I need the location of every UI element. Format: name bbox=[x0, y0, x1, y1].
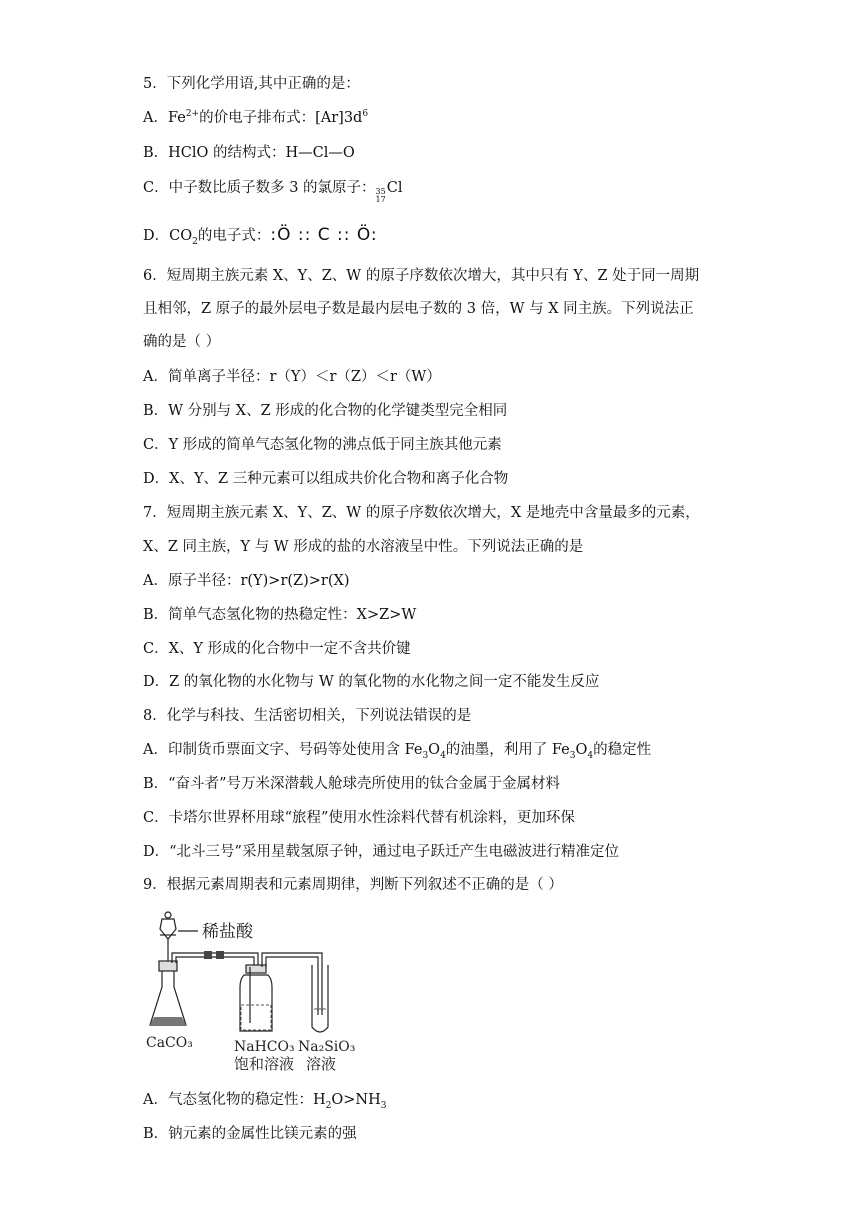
tube-label-1: Na₂SiO₃ bbox=[298, 1039, 356, 1055]
test-tube bbox=[312, 965, 328, 1032]
q7-stem-line1: 7．短周期主族元素 X、Y、Z、W 的原子序数依次增大，X 是地壳中含量最多的元素， bbox=[143, 505, 700, 521]
q8-option-c: C．卡塔尔世界杯用球“旅程”使用水性涂料代替有机涂料，更加环保 bbox=[143, 810, 575, 826]
flask-stopper bbox=[159, 961, 177, 971]
separatory-funnel bbox=[160, 919, 176, 939]
q5-option-b: B．HClO 的结构式：H—Cl—O bbox=[143, 145, 355, 161]
caco3-solid bbox=[150, 1017, 186, 1025]
q8-option-a: A．印制货币票面文字、号码等处使用含 $Fe_3O_4$的油墨，利用了 $Fe_3O_4$的稳定性 bbox=[143, 742, 652, 761]
q6-option-c: C．Y 形成的简单气态氢化物的沸点低于同主族其他元素 bbox=[143, 437, 502, 453]
bottle-label-2: 饱和溶液 bbox=[234, 1055, 295, 1073]
bottle-label-1: NaHCO₃ bbox=[234, 1039, 295, 1055]
flask-label: CaCO₃ bbox=[146, 1035, 193, 1051]
q7-option-c: C．X、Y 形成的化合物中一定不含共价键 bbox=[143, 641, 411, 657]
q5-stem: 5．下列化学用语,其中正确的是： bbox=[143, 76, 360, 92]
q9-option-b: B．钠元素的金属性比镁元素的强 bbox=[143, 1126, 357, 1142]
q7-option-a: A．原子半径：r(Y)>r(Z)>r(X) bbox=[143, 573, 350, 589]
q9-option-a: A．气态氢化物的稳定性：$H_2O>NH_3$ bbox=[143, 1092, 387, 1111]
q6-option-a: A．简单离子半径：r（Y）＜r（Z）＜r（W） bbox=[143, 369, 441, 385]
nahco3-solution bbox=[241, 1005, 271, 1030]
acid-label: 稀盐酸 bbox=[202, 922, 253, 942]
q8-stem: 8．化学与科技、生活密切相关，下列说法错误的是 bbox=[143, 708, 472, 724]
q7-option-b: B．简单气态氢化物的热稳定性：X>Z>W bbox=[143, 607, 417, 623]
rubber-connector bbox=[216, 951, 224, 959]
rubber-connector bbox=[204, 951, 212, 959]
isotope-notation: 35 17 bbox=[375, 187, 386, 204]
q6-option-b: B．W 分别与 X、Z 形成的化合物的化学键类型完全相同 bbox=[143, 403, 508, 419]
q5-option-a: A．$Fe^{2+}$的价电子排布式：$[Ar]3d^6$ bbox=[143, 109, 369, 126]
q6-stem-line1: 6．短周期主族元素 X、Y、Z、W 的原子序数依次增大，其中只有 Y、Z 处于同一周期 bbox=[143, 268, 700, 284]
q9-stem: 9．根据元素周期表和元素周期律，判断下列叙述不正确的是（ ） bbox=[143, 877, 563, 893]
co2-lewis-structure: :Ö :: C :: Ö: bbox=[270, 225, 378, 245]
tube-label-2: 溶液 bbox=[306, 1055, 337, 1073]
q6-option-d: D．X、Y、Z 三种元素可以组成共价化合物和离子化合物 bbox=[143, 471, 509, 487]
apparatus-diagram bbox=[146, 905, 376, 1075]
conical-flask bbox=[150, 971, 186, 1025]
bottle-stopper bbox=[246, 965, 266, 973]
q7-option-d: D．Z 的氧化物的水化物与 W 的氧化物的水化物之间一定不能发生反应 bbox=[143, 674, 600, 690]
q7-stem-line2: X、Z 同主族，Y 与 W 形成的盐的水溶液呈中性。下列说法正确的是 bbox=[143, 539, 584, 555]
q5-option-c: C．中子数比质子数多 3 的氯原子： 35 17 Cl bbox=[143, 180, 403, 204]
q6-stem-line2: 且相邻，Z 原子的最外层电子数是最内层电子数的 3 倍，W 与 X 同主族。下列说法正 bbox=[143, 301, 694, 317]
gas-washing-bottle bbox=[240, 975, 272, 1031]
q5-option-d: D．$CO_2$的电子式：:Ö :: C :: Ö: bbox=[143, 225, 378, 247]
q8-option-b: B．“奋斗者”号万米深潜载人舱球壳所使用的钛合金属于金属材料 bbox=[143, 776, 560, 792]
funnel-stopper bbox=[165, 912, 171, 918]
q8-option-d: D．“北斗三号”采用星载氢原子钟，通过电子跃迁产生电磁波进行精准定位 bbox=[143, 844, 619, 860]
q6-stem-line3: 确的是（ ） bbox=[143, 334, 221, 350]
